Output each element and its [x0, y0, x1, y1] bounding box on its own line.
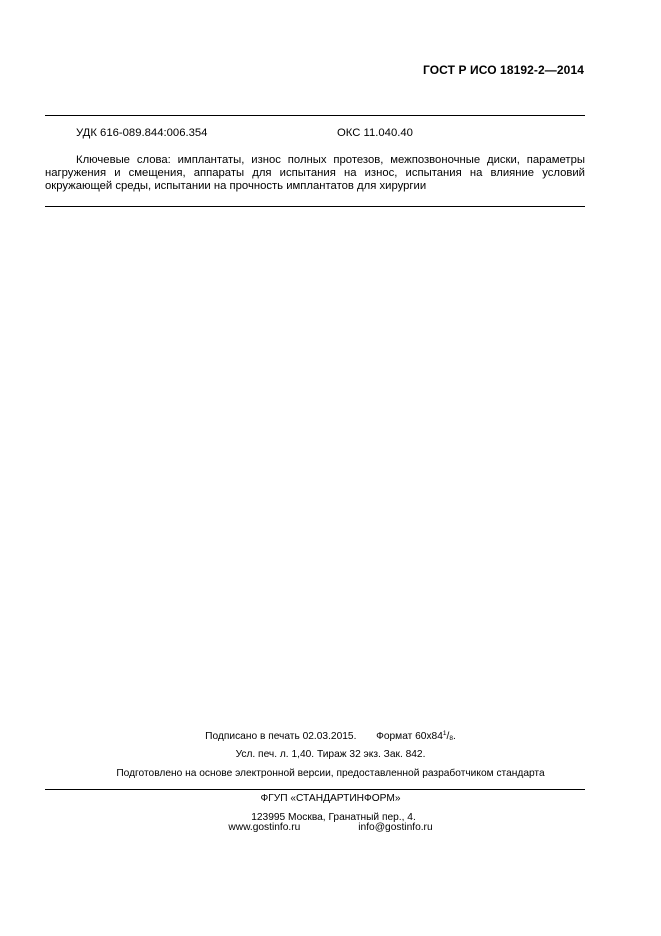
- keywords-divider: [45, 206, 585, 207]
- keywords-paragraph: Ключевые слова: имплантаты, износ полных протезов, межпозвоночные диски, параметры нагружения и смещения, аппараты для испытания на износ, испытания на влияние условий окружающей среды, испытании на прочность имплантатов для хирургии: [45, 154, 585, 192]
- standard-identifier: ГОСТ Р ИСО 18192-2—2014: [422, 63, 584, 77]
- publisher-address: 123995 Москва, Гранатный пер., 4.: [251, 812, 416, 823]
- publisher-name: ФГУП «СТАНДАРТИНФОРМ»: [260, 793, 401, 804]
- top-divider: [45, 115, 585, 116]
- signed-date: Подписано в печать 02.03.2015.: [205, 731, 357, 742]
- website-link[interactable]: www.gostinfo.ru: [228, 822, 301, 833]
- udk-code: УДК 616-089.844:006.354: [76, 127, 208, 139]
- footer-divider: [45, 789, 585, 790]
- print-info: Усл. печ. л. 1,40. Тираж 32 экз. Зак. 842.: [235, 749, 426, 760]
- format-info: Формат $60х84^1/_8$.: [376, 730, 456, 742]
- prepared-note: Подготовлено на основе электронной версии, предоставленной разработчиком стандарта: [116, 768, 545, 779]
- imprint-signed-line: [0, 730, 661, 742]
- email-link[interactable]: info@gostinfo.ru: [358, 822, 433, 833]
- publisher-contacts: [0, 822, 661, 833]
- oks-code: ОКС 11.040.40: [337, 127, 413, 139]
